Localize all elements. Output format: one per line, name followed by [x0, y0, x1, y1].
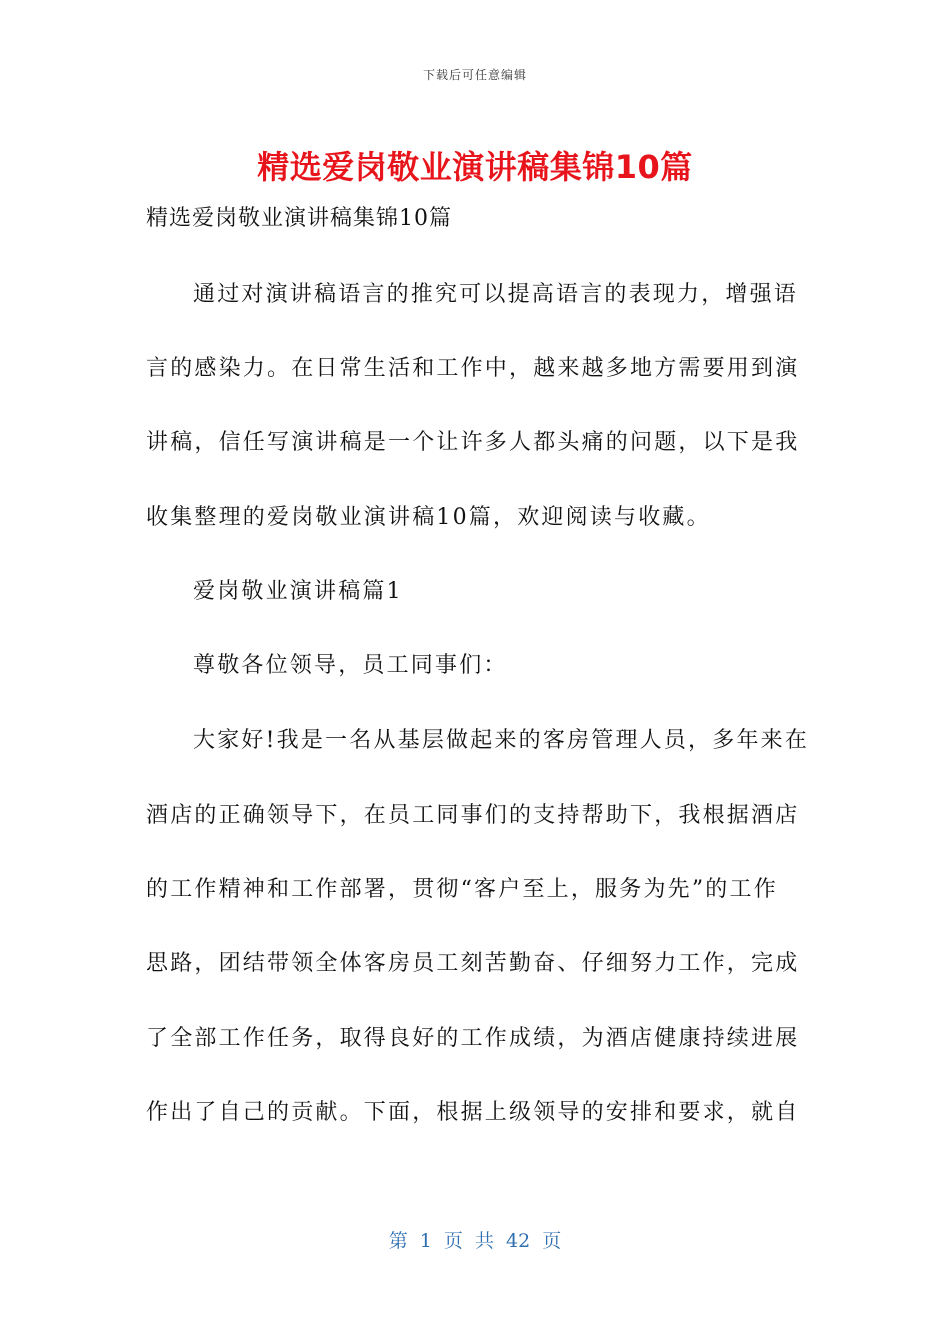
body-line-2: 酒店的正确领导下，在员工同事们的支持帮助下，我根据酒店	[146, 803, 800, 828]
body-line-5: 了全部工作任务，取得良好的工作成绩，为酒店健康持续进展	[146, 1026, 800, 1051]
body-line-1: 大家好!我是一名从基层做起来的客房管理人员，多年来在	[193, 728, 810, 753]
body-line-4: 思路，团结带领全体客房员工刻苦勤奋、仔细努力工作，完成	[146, 951, 800, 976]
page-number-footer: 第 1 页 共 42 页	[388, 1230, 562, 1252]
body-line-6: 作出了自己的贡献。下面，根据上级领导的安排和要求，就自	[146, 1100, 800, 1125]
section-heading: 爱岗敬业演讲稿篇1	[193, 579, 403, 604]
header-note: 下载后可任意编辑	[422, 68, 527, 82]
intro-line-2: 言的感染力。在日常生活和工作中，越来越多地方需要用到演	[146, 356, 800, 381]
salutation: 尊敬各位领导，员工同事们：	[193, 653, 508, 678]
document-title: 精选爱岗敬业演讲稿集锦10篇	[257, 148, 693, 186]
intro-line-4: 收集整理的爱岗敬业演讲稿10篇，欢迎阅读与收藏。	[146, 505, 711, 530]
intro-line-1: 通过对演讲稿语言的推究可以提高语言的表现力，增强语	[193, 282, 799, 307]
body-line-3: 的工作精神和工作部署，贯彻“客户至上，服务为先”的工作	[146, 877, 778, 902]
intro-line-3: 讲稿，信任写演讲稿是一个让许多人都头痛的问题，以下是我	[146, 430, 800, 455]
document-subtitle: 精选爱岗敬业演讲稿集锦10篇	[146, 206, 452, 231]
